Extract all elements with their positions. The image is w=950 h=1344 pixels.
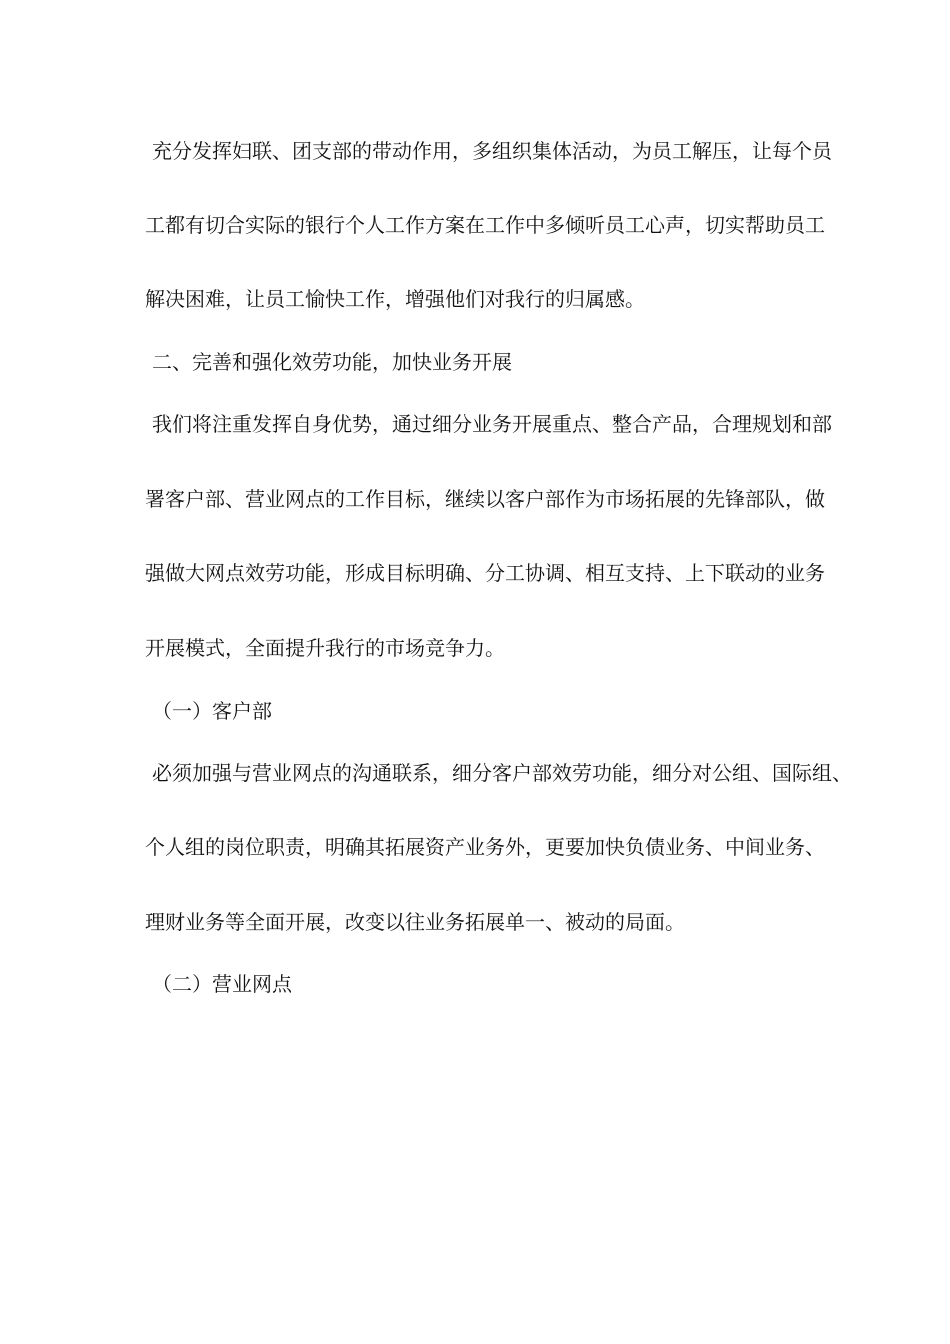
subheading-customer-dept: （一）客户部 xyxy=(152,699,272,723)
paragraph-2-line-4: 开展模式，全面提升我行的市场竞争力。 xyxy=(145,636,505,660)
paragraph-2-line-2: 署客户部、营业网点的工作目标，继续以客户部作为市场拓展的先锋部队，做 xyxy=(145,487,825,511)
paragraph-1-line-3: 解决困难，让员工愉快工作，增强他们对我行的归属感。 xyxy=(145,287,645,311)
paragraph-1-line-2: 工都有切合实际的银行个人工作方案在工作中多倾听员工心声，切实帮助员工 xyxy=(145,213,825,237)
paragraph-3-line-3: 理财业务等全面开展，改变以往业务拓展单一、被动的局面。 xyxy=(145,910,685,934)
paragraph-2-line-1: 我们将注重发挥自身优势，通过细分业务开展重点、整合产品，合理规划和部 xyxy=(152,412,832,436)
paragraph-1-line-1: 充分发挥妇联、团支部的带动作用，多组织集体活动，为员工解压，让每个员 xyxy=(152,139,832,163)
section-heading-2: 二、完善和强化效劳功能，加快业务开展 xyxy=(152,350,512,374)
paragraph-3-line-2: 个人组的岗位职责，明确其拓展资产业务外，更要加快负债业务、中间业务、 xyxy=(145,835,825,859)
paragraph-2-line-3: 强做大网点效劳功能，形成目标明确、分工协调、相互支持、上下联动的业务 xyxy=(145,561,825,585)
subheading-business-outlets: （二）营业网点 xyxy=(152,972,292,996)
paragraph-3-line-1: 必须加强与营业网点的沟通联系，细分客户部效劳功能，细分对公组、国际组、 xyxy=(152,761,852,785)
